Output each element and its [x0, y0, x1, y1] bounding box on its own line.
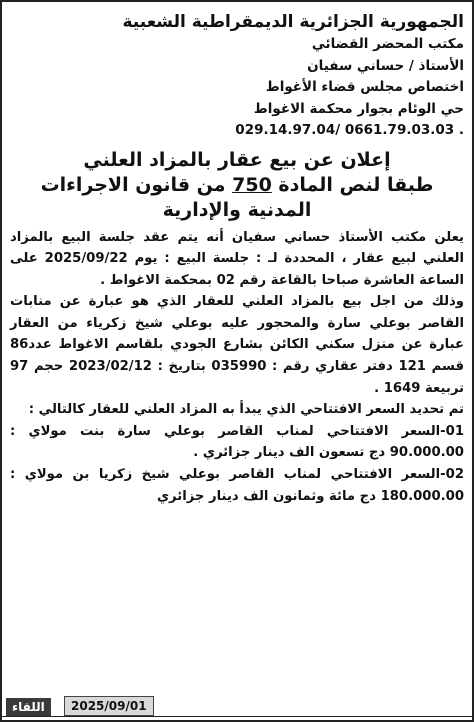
- header-jurisdiction: اختصاص مجلس قضاء الأغواط: [265, 79, 464, 95]
- header-name: الأستاذ / حساني سفيان: [307, 57, 464, 74]
- header-office: مكتب المحضر القضائي: [311, 36, 464, 52]
- title-prefix: طبقا لنص المادة: [271, 173, 434, 196]
- title-suffix: من قانون الاجراءات: [40, 173, 233, 196]
- price-item-2: 02-السعر الافتتاحي لمناب القاصر بوعلي شيخ زكريا بن مولاي : 180.000.00 دج مائة وثمانون الف دينار جزائري: [10, 467, 464, 504]
- header-phones: 029.14.97.04/ 0661.79.03.03 .: [235, 122, 464, 138]
- footer: [2, 694, 472, 720]
- header-address: حي الوئام بجوار محكمة الاغواط: [253, 100, 464, 117]
- announcement-title-line2: [10, 173, 464, 198]
- header-title: الجمهورية الجزائرية الديمقراطية الشعبية: [122, 12, 464, 32]
- announcement-title-line3: المدنية والإدارية: [162, 198, 312, 221]
- publication-date: 2025/09/01: [64, 696, 154, 716]
- price-item-1: 01-السعر الافتتاحي لمناب القاصر بوعلي سارة بنت مولاي : 90.000.00 دج تسعون الف دينار جزائري .: [10, 423, 464, 461]
- article-number: 750: [232, 173, 272, 196]
- body-paragraph-opening-price: تم تحديد السعر الافتتاحي الذي يبدأ به المزاد العلني للعقار كالتالي :: [28, 402, 464, 418]
- footer-divider: [2, 716, 472, 717]
- announcement-title-line1: إعلان عن بيع عقار بالمزاد العلني: [83, 148, 391, 171]
- body-paragraph-property: وذلك من اجل بيع بالمزاد العلني للعقار الذي هو عبارة عن منابات القاصر بوعلي سارة والمحجور عليه بوعلي شيخ زكرياء من العقار عبارة عن منزل سكني الكائن بشارع الجودي بلقاسم الاغواط عدد86 قسم 121 دفتر عقاري رقم : 035990 بتاريخ : 2023/02/12 حجم 97 تربيعة 1649 .: [10, 294, 464, 396]
- announcement-body: [10, 227, 464, 508]
- announcement-title: [10, 148, 464, 223]
- body-paragraph-sale-session: يعلن مكتب الأستاذ حساني سفيان أنه يتم عقد جلسة البيع بالمزاد العلني لبيع عقار ، المحددة لـ : جلسة البيع : يوم 2025/09/22 على الساعة العاشرة صباحا بالقاعة رقم 02 بمحكمة الاغواط .: [10, 229, 464, 288]
- newspaper-brand: اللقاء: [6, 698, 51, 716]
